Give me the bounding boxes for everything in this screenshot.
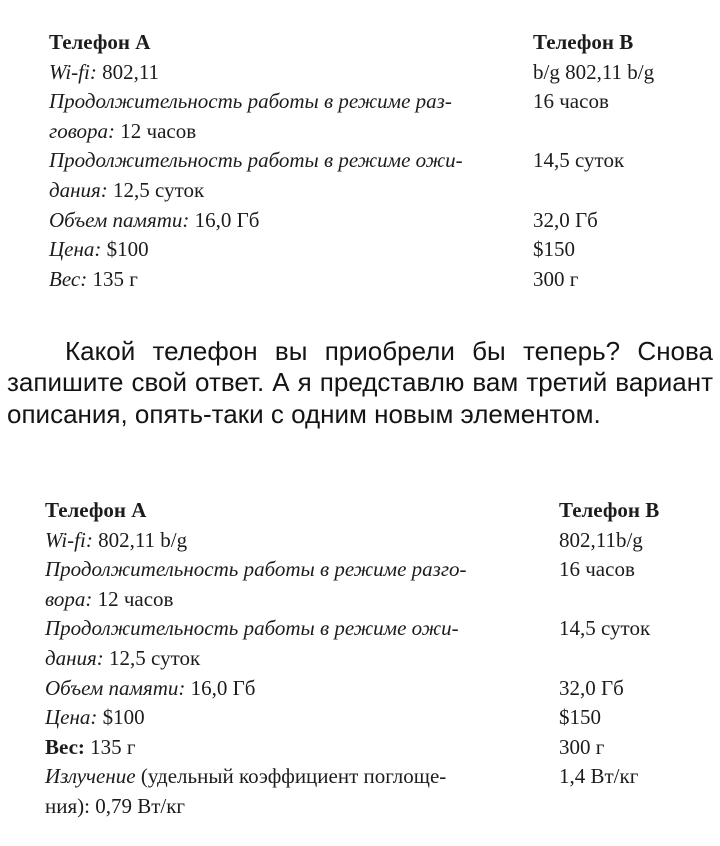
header-phone-b: Телефон B [559, 498, 660, 522]
table-row-wifi [45, 526, 695, 556]
spec-value: 12 часов [97, 586, 174, 611]
phone-b-value: $150 [559, 705, 601, 730]
spec-value: 12 часов [120, 118, 197, 143]
table-row-talk-time [45, 555, 695, 614]
phone-b-value: 300 г [533, 266, 579, 291]
comparison-table-1 [49, 28, 689, 294]
table-header-row [45, 496, 695, 526]
phone-a-spec [45, 762, 559, 821]
phone-b-value: 802,11b/g [559, 527, 643, 552]
table-row-price [49, 235, 689, 265]
table-header-row [49, 28, 689, 58]
phone-a-spec [49, 58, 533, 88]
table-row-standby-time [45, 614, 695, 673]
phone-a-spec [45, 703, 559, 733]
spec-value: 802,11 b/g [98, 527, 188, 552]
spec-label: Вес: [45, 734, 85, 759]
phone-a-spec [49, 146, 533, 205]
spec-label: Продолжительность работы в режиме разго- [45, 557, 467, 582]
spec-label: Продолжительность работы в режиме ожи- [45, 616, 459, 641]
spec-label: Объем памяти: [45, 675, 186, 700]
phone-b-value: 16 часов [533, 89, 609, 114]
spec-label: Продолжительность работы в режиме ожи- [49, 148, 463, 173]
table-row-memory [45, 674, 695, 704]
phone-b-value: 32,0 Гб [533, 207, 598, 232]
phone-a-spec [49, 87, 533, 146]
spec-label: Продолжительность работы в режиме раз- [49, 89, 452, 114]
spec-value: $100 [102, 705, 145, 730]
spec-label-continued: говора: [49, 118, 116, 143]
phone-b-value: 14,5 суток [559, 616, 651, 641]
table-row-memory [49, 206, 689, 236]
phone-a-spec [45, 674, 559, 704]
spec-value: (удельный коэффициент поглоще- [140, 764, 447, 789]
spec-value: $100 [106, 237, 149, 262]
spec-label: Цена: [49, 237, 102, 262]
comparison-table-2 [45, 496, 695, 822]
spec-value-continued: ния): 0,79 Вт/кг [45, 793, 186, 818]
spec-label: Объем памяти: [49, 207, 190, 232]
spec-value: 135 г [92, 266, 138, 291]
phone-a-spec [49, 265, 533, 295]
table-row-talk-time [49, 87, 689, 146]
spec-label-continued: вора: [45, 586, 93, 611]
table-row-standby-time [49, 146, 689, 205]
phone-a-spec [49, 206, 533, 236]
phone-a-spec [49, 235, 533, 265]
phone-b-value: 14,5 суток [533, 148, 625, 173]
header-phone-b: Телефон B [533, 30, 634, 54]
phone-b-value: $150 [533, 237, 575, 262]
spec-value: 16,0 Гб [194, 207, 260, 232]
spec-value: 802,11 [102, 59, 160, 84]
table-row-weight [45, 733, 695, 763]
phone-a-spec [45, 526, 559, 556]
header-phone-a: Телефон A [49, 30, 151, 54]
table-row-price [45, 703, 695, 733]
phone-b-value: b/g 802,11 b/g [533, 59, 655, 84]
spec-label: Вес: [49, 266, 88, 291]
spec-label: Wi-fi: [49, 59, 97, 84]
spec-value: 12,5 суток [109, 645, 201, 670]
spec-label: Излучение [45, 764, 136, 789]
table-row-radiation [45, 762, 695, 821]
phone-a-spec [45, 614, 559, 673]
spec-value: 12,5 суток [113, 177, 205, 202]
body-paragraph: Какой телефон вы приобрели бы теперь? Снова запишите свой ответ. А я представлю вам третий вариант описания, опять-таки с одним новым элементом. [7, 336, 713, 429]
spec-value: 16,0 Гб [190, 675, 256, 700]
spec-value: 135 г [90, 734, 136, 759]
phone-a-spec [45, 555, 559, 614]
phone-b-value: 300 г [559, 734, 605, 759]
spec-label-continued: дания: [49, 177, 108, 202]
phone-b-value: 32,0 Гб [559, 675, 624, 700]
spec-label: Wi-fi: [45, 527, 93, 552]
header-phone-a: Телефон A [45, 498, 147, 522]
spec-label: Цена: [45, 705, 98, 730]
spec-label-continued: дания: [45, 645, 104, 670]
phone-a-spec [45, 733, 559, 763]
table-row-weight [49, 265, 689, 295]
phone-b-value: 1,4 Вт/кг [559, 764, 639, 789]
phone-b-value: 16 часов [559, 557, 635, 582]
table-row-wifi [49, 58, 689, 88]
